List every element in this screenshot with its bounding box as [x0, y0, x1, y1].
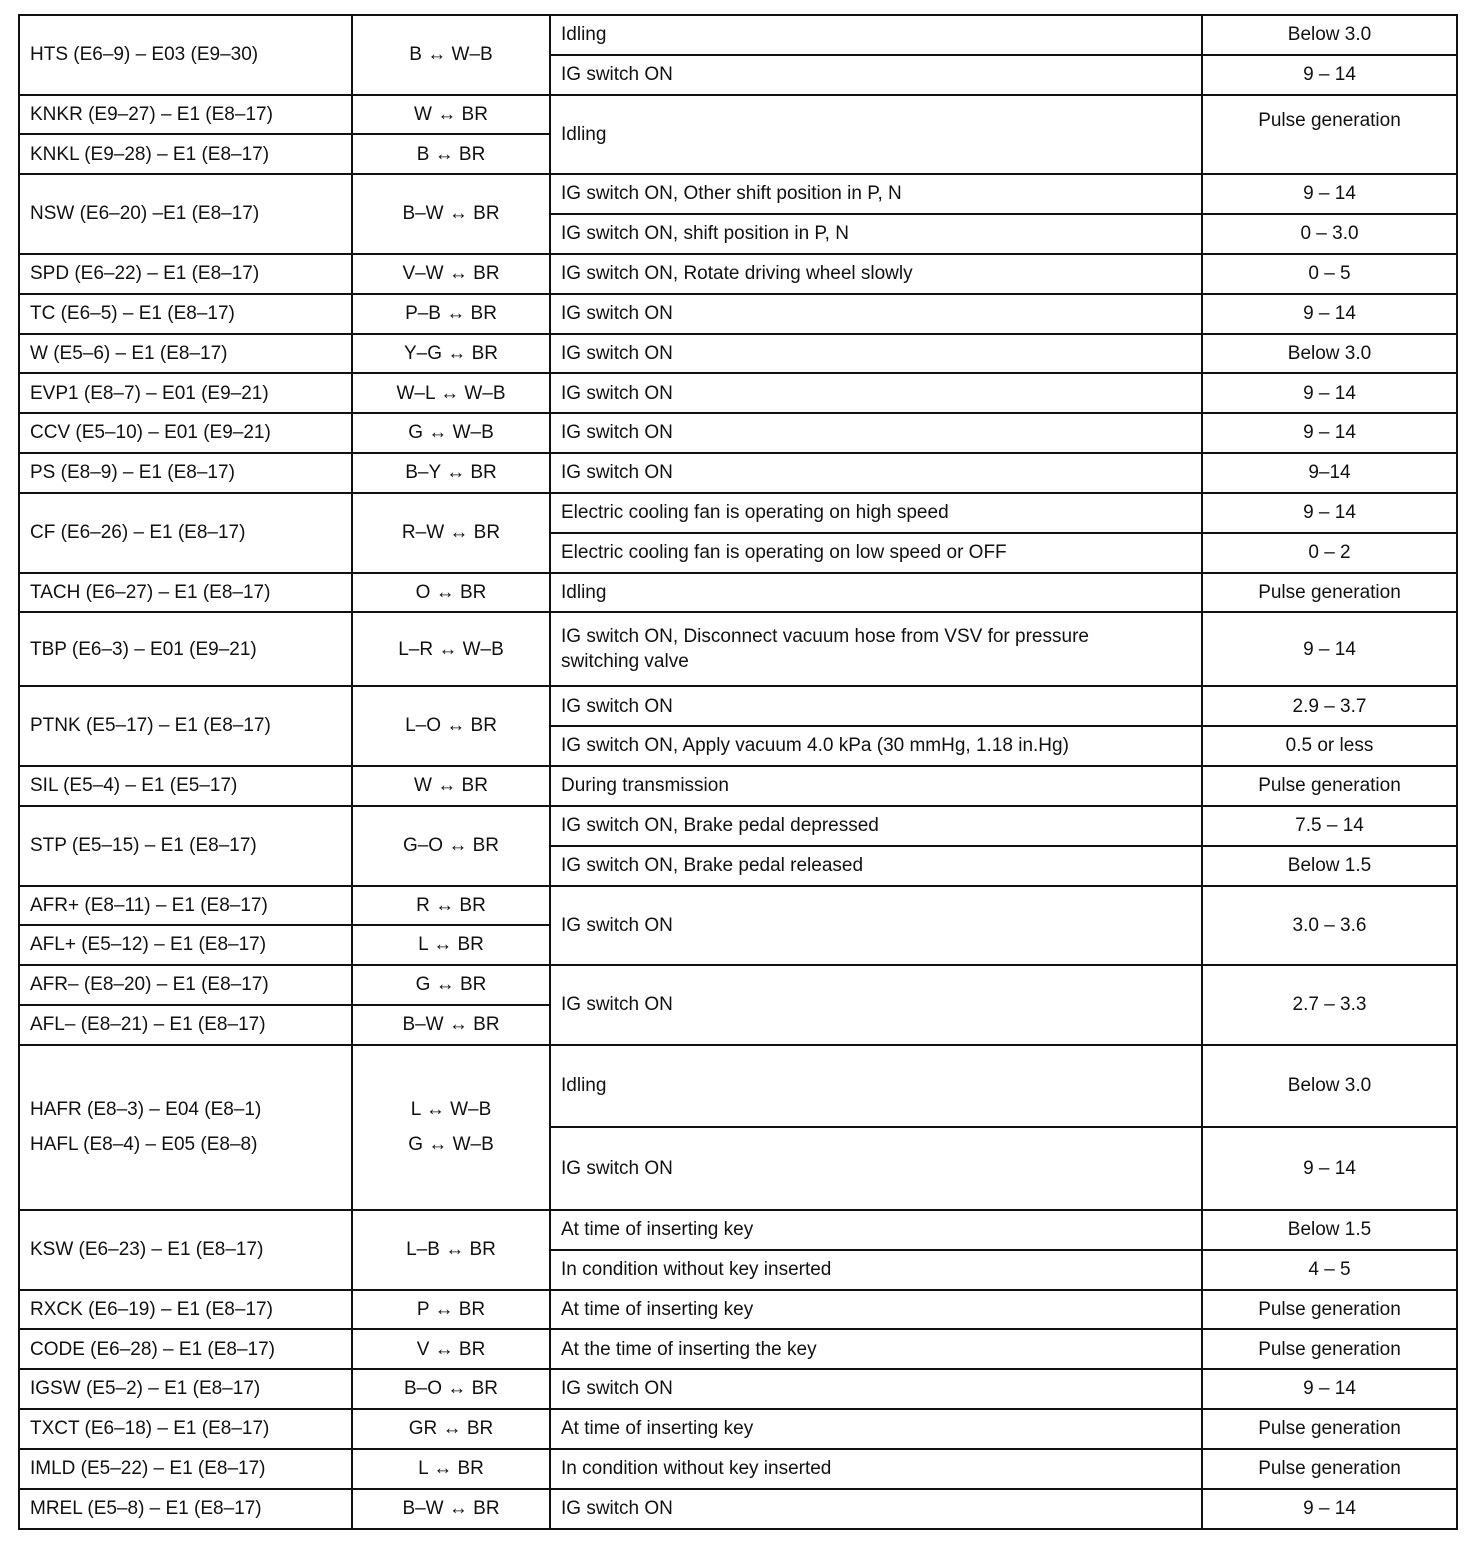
terminal-cell: NSW (E6–20) –E1 (E8–17)	[19, 174, 352, 254]
std-voltage-cell: 0 – 5	[1202, 254, 1457, 294]
terminal-cell: MREL (E5–8) – E1 (E8–17)	[19, 1489, 352, 1529]
terminal-cell: IMLD (E5–22) – E1 (E8–17)	[19, 1449, 352, 1489]
wiring-color-cell: L–O ↔ BR	[352, 686, 550, 766]
condition-cell: During transmission	[550, 766, 1202, 806]
terminal-cell	[19, 1045, 352, 1210]
std-voltage-cell: Pulse generation	[1202, 766, 1457, 806]
table-row	[19, 573, 1457, 613]
condition-cell: In condition without key inserted	[550, 1449, 1202, 1489]
table-row	[19, 1449, 1457, 1489]
std-voltage-cell: 9 – 14	[1202, 413, 1457, 453]
terminal-line: HAFR (E8–3) – E04 (E8–1)	[30, 1098, 262, 1120]
terminal-cell: TC (E6–5) – E1 (E8–17)	[19, 294, 352, 334]
wiring-color-cell: L–R ↔ W–B	[352, 612, 550, 686]
table-row	[19, 1369, 1457, 1409]
table-row	[19, 493, 1457, 533]
condition-cell: IG switch ON	[550, 686, 1202, 726]
condition-cell: IG switch ON	[550, 886, 1202, 966]
table-row	[19, 1489, 1457, 1529]
std-voltage-cell: 9 – 14	[1202, 1489, 1457, 1529]
table-row	[19, 1290, 1457, 1330]
condition-cell: IG switch ON	[550, 55, 1202, 95]
condition-cell: Idling	[550, 1045, 1202, 1128]
std-voltage-cell: Pulse generation	[1202, 1290, 1457, 1330]
wiring-color-cell: Y–G ↔ BR	[352, 334, 550, 374]
wiring-color-cell: G ↔ W–B	[352, 413, 550, 453]
terminal-cell: STP (E5–15) – E1 (E8–17)	[19, 806, 352, 886]
table-row	[19, 373, 1457, 413]
table-row	[19, 294, 1457, 334]
std-voltage-cell: 3.0 – 3.6	[1202, 886, 1457, 966]
condition-cell: IG switch ON	[550, 413, 1202, 453]
wiring-color-cell	[352, 1045, 550, 1210]
std-voltage-cell: Pulse generation	[1202, 573, 1457, 613]
std-voltage-cell: 9–14	[1202, 453, 1457, 493]
terminal-cell: KNKR (E9–27) – E1 (E8–17)	[19, 95, 352, 135]
wiring-color-cell: R ↔ BR	[352, 886, 550, 926]
condition-cell: IG switch ON	[550, 965, 1202, 1045]
std-voltage-cell: Pulse generation	[1202, 1329, 1457, 1369]
terminal-cell: W (E5–6) – E1 (E8–17)	[19, 334, 352, 374]
condition-cell: At the time of inserting the key	[550, 1329, 1202, 1369]
table-row	[19, 806, 1457, 846]
terminal-cell: KNKL (E9–28) – E1 (E8–17)	[19, 134, 352, 174]
table-row	[19, 1409, 1457, 1449]
terminal-cell: EVP1 (E8–7) – E01 (E9–21)	[19, 373, 352, 413]
ecu-terminal-spec-table	[18, 14, 1458, 1530]
std-voltage-cell: 9 – 14	[1202, 55, 1457, 95]
terminal-cell: AFR+ (E8–11) – E1 (E8–17)	[19, 886, 352, 926]
std-voltage-cell: 9 – 14	[1202, 612, 1457, 686]
wiring-color-cell: W ↔ BR	[352, 766, 550, 806]
condition-cell: IG switch ON, Other shift position in P, N	[550, 174, 1202, 214]
terminal-line: HAFL (E8–4) – E05 (E8–8)	[30, 1134, 258, 1156]
std-voltage-cell: 0 – 3.0	[1202, 214, 1457, 254]
terminal-cell: CODE (E6–28) – E1 (E8–17)	[19, 1329, 352, 1369]
table-row	[19, 174, 1457, 214]
std-voltage-cell: Below 1.5	[1202, 846, 1457, 886]
std-voltage-cell: 9 – 14	[1202, 1127, 1457, 1210]
condition-cell: IG switch ON	[550, 334, 1202, 374]
terminal-cell: CF (E6–26) – E1 (E8–17)	[19, 493, 352, 573]
wiring-color-cell: L ↔ BR	[352, 1449, 550, 1489]
condition-cell: IG switch ON, Apply vacuum 4.0 kPa (30 mmHg, 1.18 in.Hg)	[550, 726, 1202, 766]
condition-cell: IG switch ON, Disconnect vacuum hose from VSV for pressure switching valve	[550, 612, 1202, 686]
std-voltage-cell: 2.9 – 3.7	[1202, 686, 1457, 726]
wiring-color-cell: G ↔ BR	[352, 965, 550, 1005]
wiring-color-cell: V ↔ BR	[352, 1329, 550, 1369]
terminal-cell: TXCT (E6–18) – E1 (E8–17)	[19, 1409, 352, 1449]
terminal-cell: AFL+ (E5–12) – E1 (E8–17)	[19, 925, 352, 965]
wiring-color-cell: P ↔ BR	[352, 1290, 550, 1330]
terminal-cell: TACH (E6–27) – E1 (E8–17)	[19, 573, 352, 613]
terminal-cell: TBP (E6–3) – E01 (E9–21)	[19, 612, 352, 686]
std-voltage-cell: 7.5 – 14	[1202, 806, 1457, 846]
wiring-color-cell: B–W ↔ BR	[352, 174, 550, 254]
table-row	[19, 95, 1457, 135]
wiring-color-cell: P–B ↔ BR	[352, 294, 550, 334]
terminal-cell: PS (E8–9) – E1 (E8–17)	[19, 453, 352, 493]
std-voltage-cell: 2.7 – 3.3	[1202, 965, 1457, 1045]
std-voltage-cell: 9 – 14	[1202, 1369, 1457, 1409]
std-voltage-cell: Below 3.0	[1202, 1045, 1457, 1128]
table-row	[19, 1329, 1457, 1369]
std-voltage-cell: Pulse generation	[1202, 95, 1457, 175]
condition-cell: IG switch ON	[550, 294, 1202, 334]
wiring-color-cell: B ↔ W–B	[352, 15, 550, 95]
terminal-cell: PTNK (E5–17) – E1 (E8–17)	[19, 686, 352, 766]
std-voltage-cell: 9 – 14	[1202, 294, 1457, 334]
wiring-color-cell: G–O ↔ BR	[352, 806, 550, 886]
terminal-cell: RXCK (E6–19) – E1 (E8–17)	[19, 1290, 352, 1330]
table-row	[19, 1045, 1457, 1128]
condition-cell: IG switch ON	[550, 1489, 1202, 1529]
condition-cell: IG switch ON	[550, 373, 1202, 413]
std-voltage-cell: Below 3.0	[1202, 334, 1457, 374]
table-row	[19, 254, 1457, 294]
condition-cell: At time of inserting key	[550, 1210, 1202, 1250]
table-row	[19, 686, 1457, 726]
table-row	[19, 334, 1457, 374]
wiring-color-cell: B–Y ↔ BR	[352, 453, 550, 493]
condition-cell: IG switch ON, Rotate driving wheel slowly	[550, 254, 1202, 294]
wiring-line: G ↔ W–B	[408, 1134, 494, 1156]
condition-cell: In condition without key inserted	[550, 1250, 1202, 1290]
terminal-cell: AFL– (E8–21) – E1 (E8–17)	[19, 1005, 352, 1045]
table-row	[19, 965, 1457, 1005]
condition-cell: Electric cooling fan is operating on high speed	[550, 493, 1202, 533]
std-voltage-cell: Pulse generation	[1202, 1409, 1457, 1449]
condition-cell: IG switch ON, Brake pedal released	[550, 846, 1202, 886]
condition-cell: Idling	[550, 15, 1202, 55]
wiring-color-cell: W–L ↔ W–B	[352, 373, 550, 413]
wiring-color-cell: L ↔ BR	[352, 925, 550, 965]
table-row	[19, 413, 1457, 453]
wiring-color-cell: GR ↔ BR	[352, 1409, 550, 1449]
table-row	[19, 15, 1457, 55]
terminal-cell: IGSW (E5–2) – E1 (E8–17)	[19, 1369, 352, 1409]
std-voltage-cell: 0.5 or less	[1202, 726, 1457, 766]
condition-cell: Idling	[550, 95, 1202, 175]
condition-cell: Idling	[550, 573, 1202, 613]
wiring-color-cell: B–W ↔ BR	[352, 1489, 550, 1529]
condition-cell: IG switch ON	[550, 1127, 1202, 1210]
terminal-cell: SPD (E6–22) – E1 (E8–17)	[19, 254, 352, 294]
std-voltage-cell: 9 – 14	[1202, 373, 1457, 413]
wiring-color-cell: B–O ↔ BR	[352, 1369, 550, 1409]
std-voltage-cell: 0 – 2	[1202, 533, 1457, 573]
table-row	[19, 612, 1457, 686]
terminal-cell: SIL (E5–4) – E1 (E5–17)	[19, 766, 352, 806]
wiring-color-cell: V–W ↔ BR	[352, 254, 550, 294]
terminal-cell: CCV (E5–10) – E01 (E9–21)	[19, 413, 352, 453]
std-voltage-cell: Pulse generation	[1202, 1449, 1457, 1489]
wiring-color-cell: R–W ↔ BR	[352, 493, 550, 573]
condition-cell: IG switch ON	[550, 453, 1202, 493]
condition-cell: IG switch ON	[550, 1369, 1202, 1409]
condition-cell: IG switch ON, shift position in P, N	[550, 214, 1202, 254]
table-row	[19, 1210, 1457, 1250]
condition-cell: Electric cooling fan is operating on low speed or OFF	[550, 533, 1202, 573]
std-voltage-cell: Below 3.0	[1202, 15, 1457, 55]
wiring-color-cell: B ↔ BR	[352, 134, 550, 174]
terminal-cell: KSW (E6–23) – E1 (E8–17)	[19, 1210, 352, 1290]
table-row	[19, 453, 1457, 493]
table-row	[19, 886, 1457, 926]
condition-cell: At time of inserting key	[550, 1290, 1202, 1330]
std-voltage-cell: Below 1.5	[1202, 1210, 1457, 1250]
std-voltage-cell: 4 – 5	[1202, 1250, 1457, 1290]
wiring-color-cell: B–W ↔ BR	[352, 1005, 550, 1045]
wiring-color-cell: L–B ↔ BR	[352, 1210, 550, 1290]
terminal-cell: HTS (E6–9) – E03 (E9–30)	[19, 15, 352, 95]
wiring-color-cell: W ↔ BR	[352, 95, 550, 135]
condition-cell: At time of inserting key	[550, 1409, 1202, 1449]
std-voltage-cell: 9 – 14	[1202, 493, 1457, 533]
std-voltage-cell: 9 – 14	[1202, 174, 1457, 214]
wiring-line: L ↔ W–B	[410, 1098, 492, 1120]
condition-cell: IG switch ON, Brake pedal depressed	[550, 806, 1202, 846]
table-row	[19, 766, 1457, 806]
terminal-cell: AFR– (E8–20) – E1 (E8–17)	[19, 965, 352, 1005]
wiring-color-cell: O ↔ BR	[352, 573, 550, 613]
